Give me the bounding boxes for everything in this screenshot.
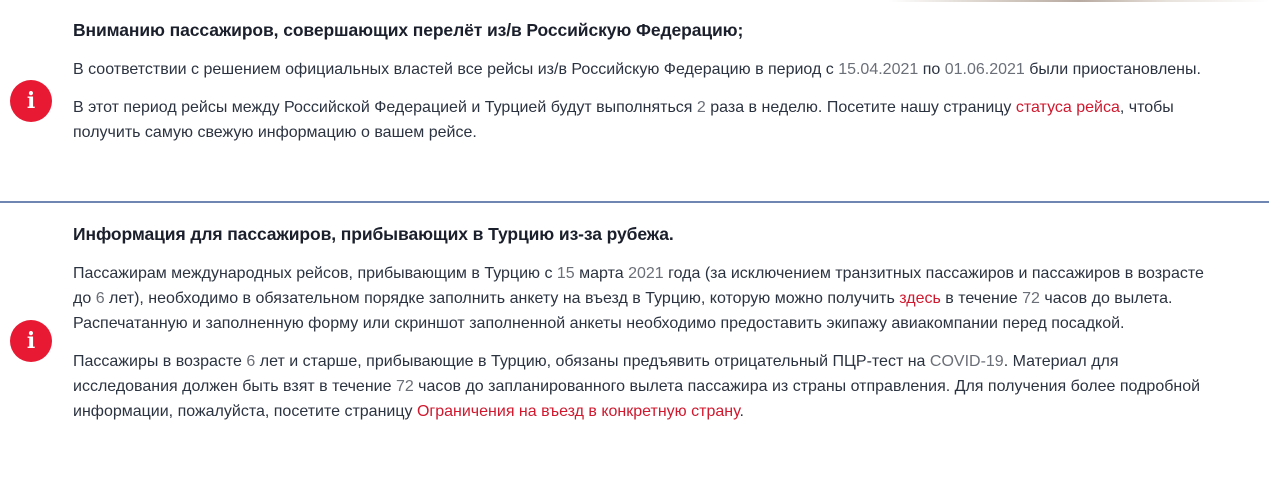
- notice-content: [73, 20, 1223, 158]
- notice-content: [73, 224, 1223, 437]
- info-icon: i: [10, 80, 52, 122]
- notice-paragraph: Пассажиры в возрасте 6 лет и старше, прибывающие в Турцию, обязаны предъявить отрицательный ПЦР-тест на COVID-19. Материал для исследования должен быть взят в течение 72 часов до запланированного вылета пассажира из страны отправления. Для получения более подробной информации, пожалуйста, посетите страницу Ограничения на въезд в конкретную страну.: [73, 353, 1201, 420]
- flight-status-link[interactable]: статуса рейса: [1015, 99, 1120, 116]
- notice-title: Вниманию пассажиров, совершающих перелёт из/в Российскую Федерацию;: [73, 20, 744, 40]
- notice-russia-flights: [0, 0, 1269, 201]
- notice-turkey-arrivals: [0, 203, 1269, 480]
- notice-paragraph: В соответствии с решением официальных властей все рейсы из/в Российскую Федерацию в период с 15.04.2021 по 01.06.2021 были приостановлены.: [73, 61, 1201, 78]
- date-to: 01.06.2021: [944, 61, 1025, 78]
- date-from: 15.04.2021: [838, 61, 919, 78]
- notice-title: Информация для пассажиров, прибывающих в Турцию из-за рубежа.: [73, 224, 674, 244]
- notice-paragraph: Пассажирам международных рейсов, прибывающим в Турцию с 15 марта 2021 года (за исключением транзитных пассажиров и пассажиров в возрасте до 6 лет), необходимо в обязательном порядке заполнить анкету на въезд в Турцию, которую можно получить здесь в течение 72 часов до вылета. Распечатанную и заполненную форму или скриншот заполненной анкеты необходимо предоставить экипажу авиакомпании перед посадкой.: [73, 265, 1204, 332]
- entry-restrictions-link[interactable]: Ограничения на въезд в конкретную страну: [416, 403, 740, 420]
- info-icon: i: [10, 320, 52, 362]
- entry-form-link[interactable]: здесь: [899, 290, 941, 307]
- notice-paragraph: В этот период рейсы между Российской Федерацией и Турцией будут выполняться 2 раза в неделю. Посетите нашу страницу статуса рейса, чтобы получить самую свежую информацию о вашем рейсе.: [73, 99, 1174, 141]
- number: 2: [696, 99, 706, 116]
